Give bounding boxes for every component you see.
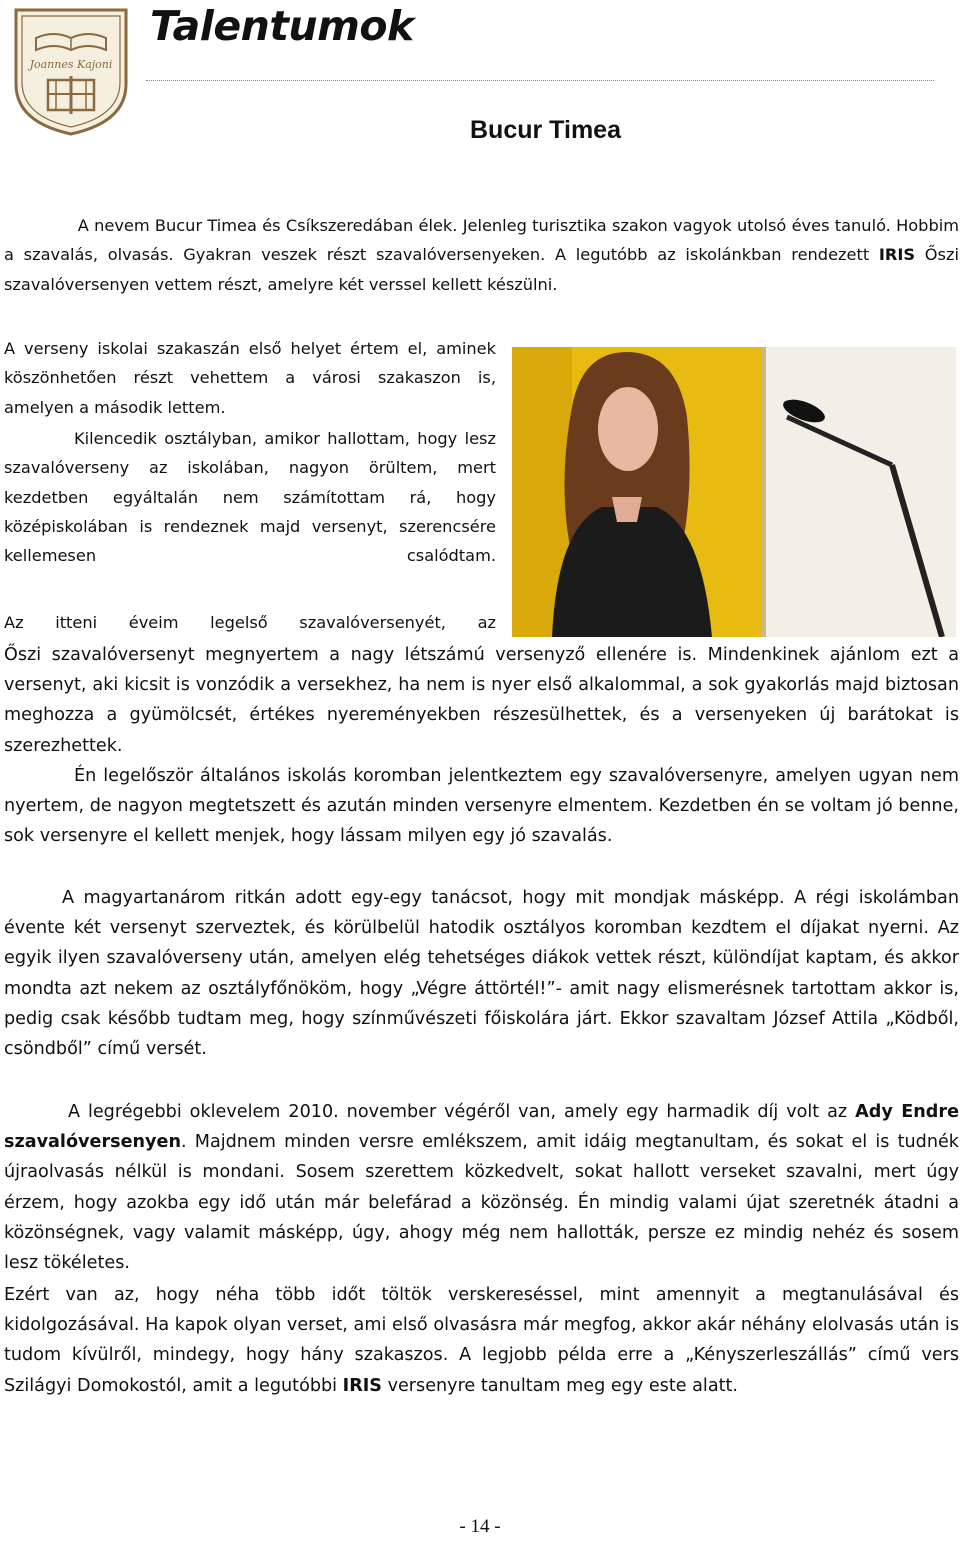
text-span: A legrégebbi oklevelem 2010. november végéről van, amely egy harmadik díj volt az <box>68 1102 848 1122</box>
paragraph-oldest-diploma <box>4 1097 959 1278</box>
portrait-photo <box>512 347 956 637</box>
article-title: Bucur Timea <box>470 116 621 144</box>
paragraph-poem-search <box>4 1280 959 1401</box>
paragraph-first-competition-a: Az itteni éveim legelső szavalóversenyét, az <box>4 613 496 632</box>
paragraph-first-competition-b: Őszi szavalóversenyt megnyertem a nagy létszámú versenyző ellenére is. Mindenkinek ajánlom ezt a versenyt, aki kicsit is vonzódik a versekhez, ha nem is nyer első alkalommal, a sok gyakorlás majd biztosan meghozza a gyümölcsét, értékes nyereményekben részesülhettek, és a versenyeken új barátokat is szerezhettek. <box>4 645 959 756</box>
text-span: A nevem Bucur Timea és Csíkszeredában élek. Jelenleg turisztika szakon vagyok utolsó éves tanuló. Hobbim a szavalás, olvasás. Gyakran veszek részt szavalóversenyeken. A legutóbb az iskolánkban rendezett <box>4 216 959 265</box>
iris-bold: IRIS <box>878 245 916 265</box>
paragraph-elementary: Én legelőször általános iskolás koromban jelentkeztem egy szavalóversenyre, amelyen ugyan nem nyertem, de nagyon megtetszett és azután minden versenyre elmentem. Kezdetben én se voltam jó benne, sok versenyre el kellett menjek, hogy lássam milyen egy jó szavalás. <box>4 766 959 847</box>
ady-bold: Ady Endre szavalóversenyen <box>4 1102 960 1153</box>
logo-lettering: Joannes Kajoni <box>29 58 113 71</box>
text-span: versenyre tanultam meg egy este alatt. <box>387 1375 738 1396</box>
header-divider <box>146 80 934 81</box>
text-span: . Majdnem minden versre emlékszem, amit idáig megtanultam, és sokat el is tudnék újraolvasás nélkül is mondani. Sosem szerettem közkedvelt, sokat hallott verseket szavalni, mert úgy érzem, hogy azokba egy idő után már belefárad a közönség. Én mindig valami újat szeretnék átadni a közönségnek, vagy valamit másképp, úgy, ahogy még nem hallották, persze ez mindig nehéz és sosem lesz tökéletes. <box>4 1132 959 1274</box>
text-span: Őszi szavalóversenyen vettem részt, amelyre két verssel kellett készülni. <box>4 245 959 294</box>
page-number: - 14 - <box>459 1516 501 1537</box>
paragraph-intro <box>4 211 959 299</box>
paragraph-school-stage: A verseny iskolai szakaszán első helyet értem el, aminek köszönhetően részt vehettem a városi szakaszon is, amelyen a második lettem. <box>4 339 496 417</box>
paragraph-teacher: A magyartanárom ritkán adott egy-egy tanácsot, hogy mit mondjak másképp. A régi iskolámban évente két versenyt szerveztek, és körülbelül hatodik osztályos koromban kezdtem el díjakat nyerni. Az egyik ilyen szavalóverseny után, amelyen elég tehetséges diákok vettek részt, különdíjat kaptam, és akkor mondta azt nekem az osztályfőnököm, hogy „Végre áttörtél!”- amit nagy elismerésnek tartottam akkor is, pedig csak később tudtam meg, hogy színművészeti főiskolára járt. Ekkor szavaltam József Attila „Ködből, csöndből” című versét. <box>4 888 959 1060</box>
text-span: Ezért van az, hogy néha több időt töltök verskereséssel, mint amennyit a megtanulásával és kidolgozásával. Ha kapok olyan verset, ami első olvasásra már megfog, akkor akár néhány elolvasás után is tudom kívülről, mindegy, hogy hány szakaszos. A legjobb példa erre a „Kényszerleszállás” című vers Szilágyi Domokostól, amit a legutóbbi <box>4 1285 959 1396</box>
school-logo <box>12 4 130 138</box>
header-title: Talentumok <box>150 2 414 50</box>
paragraph-ninth-grade: Kilencedik osztályban, amikor hallottam, hogy lesz szavalóverseny az iskolában, nagyon örültem, mert kezdetben egyáltalán nem számítottam rá, hogy középiskolában is rendeznek majd versenyt, szerencsére kellemesen csalódtam. <box>4 429 496 566</box>
iris-bold: IRIS <box>342 1375 382 1396</box>
